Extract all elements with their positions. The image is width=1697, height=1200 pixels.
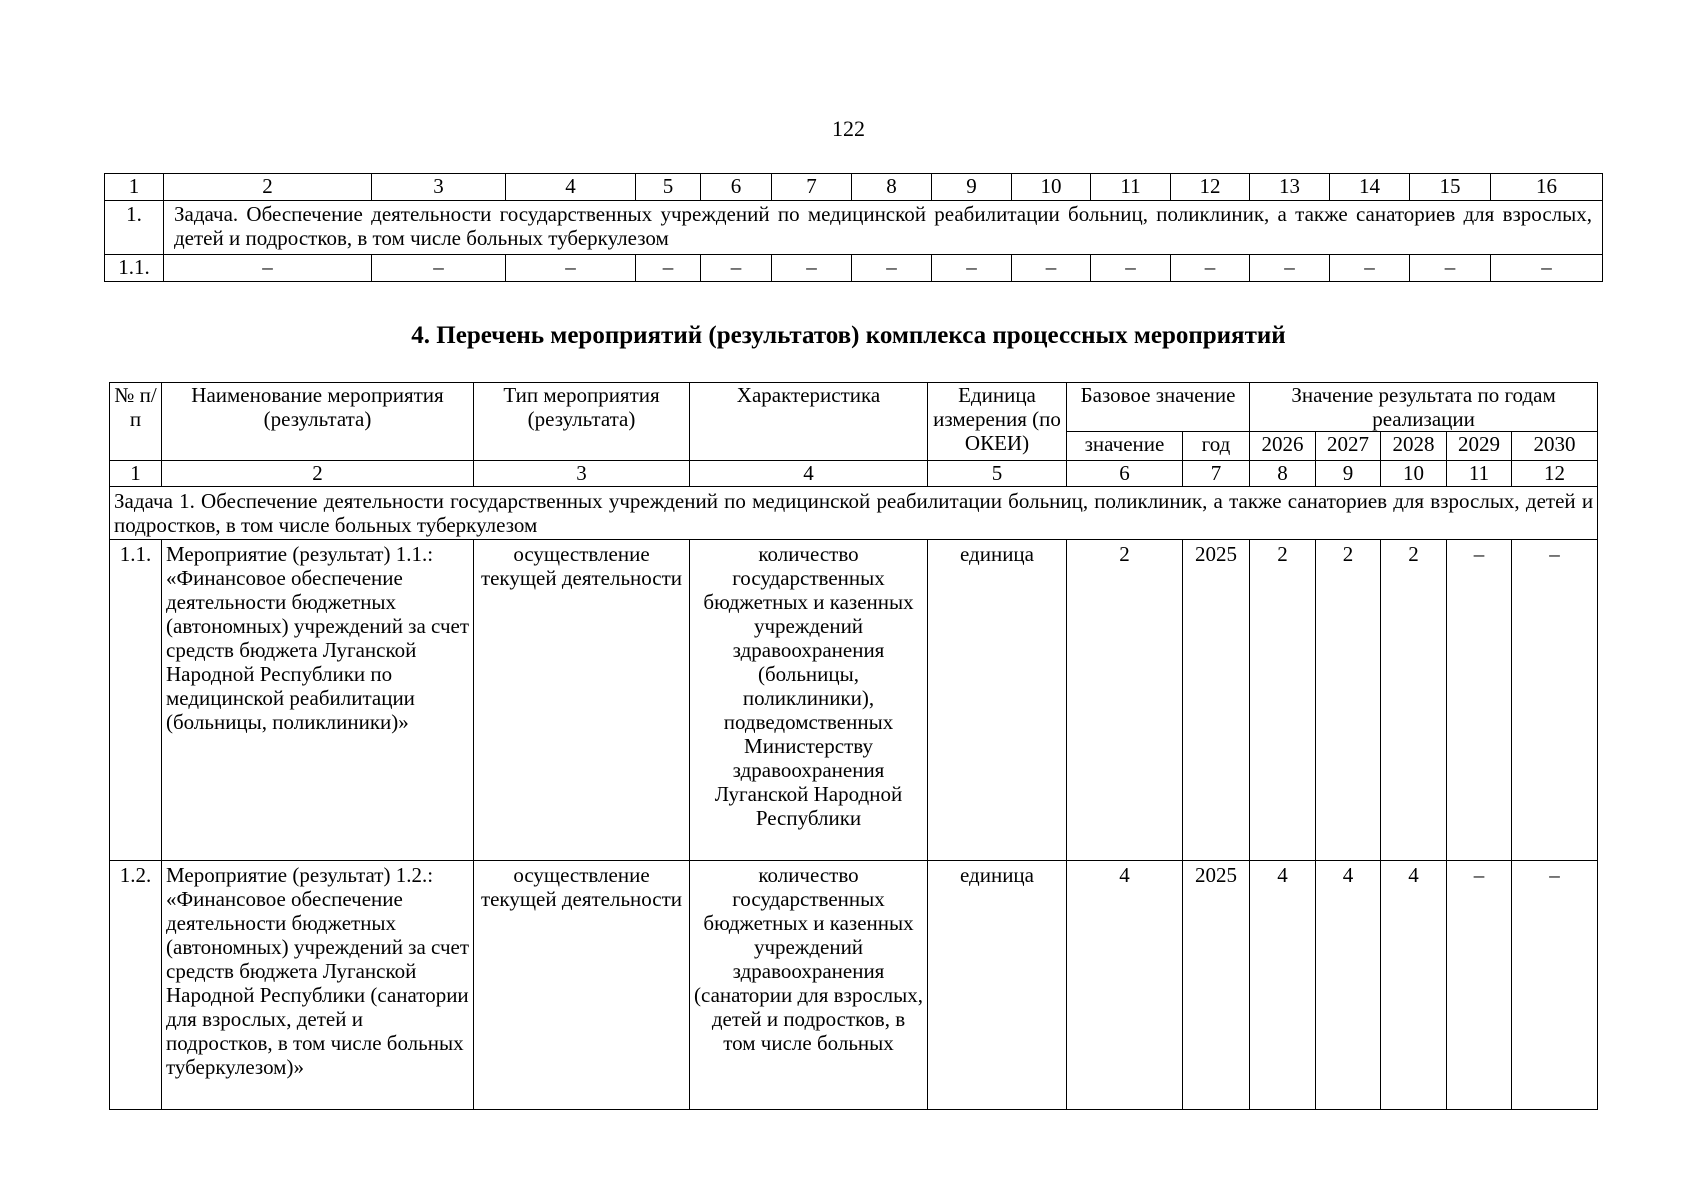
table1-col-number: 4 bbox=[506, 174, 636, 201]
year-value: 2 bbox=[1250, 540, 1316, 861]
table1-col-number: 13 bbox=[1250, 174, 1330, 201]
base-value: 4 bbox=[1067, 861, 1183, 1110]
year-value: – bbox=[1512, 861, 1598, 1110]
table-row bbox=[110, 540, 1598, 861]
table2-task-row bbox=[110, 487, 1598, 540]
base-year: 2025 bbox=[1183, 861, 1250, 1110]
table1-header-row bbox=[105, 174, 1603, 201]
table1-cell: – bbox=[1250, 255, 1330, 282]
header-number: № п/п bbox=[110, 383, 162, 461]
table1-cell: – bbox=[164, 255, 372, 282]
table1-cell: – bbox=[1491, 255, 1603, 282]
table1-col-number: 8 bbox=[852, 174, 932, 201]
table1-cell: – bbox=[1091, 255, 1171, 282]
year-value: – bbox=[1512, 540, 1598, 861]
table1-col-number: 5 bbox=[636, 174, 701, 201]
table1-task-number: 1. bbox=[105, 201, 164, 255]
table1-cell: – bbox=[932, 255, 1012, 282]
activity-characteristic: количество государственных бюджетных и казенных учреждений здравоохранения (санатории для взрослых, детей и подростков, в том числе больных bbox=[690, 861, 928, 1110]
table1-cell: – bbox=[506, 255, 636, 282]
table1-row bbox=[105, 255, 1603, 282]
column-number: 10 bbox=[1381, 461, 1447, 487]
activity-type: осуществление текущей деятельности bbox=[474, 540, 690, 861]
year-value: – bbox=[1447, 861, 1512, 1110]
row-number: 1.1. bbox=[110, 540, 162, 861]
table1-col-number: 3 bbox=[372, 174, 506, 201]
column-number: 3 bbox=[474, 461, 690, 487]
activity-characteristic: количество государственных бюджетных и казенных учреждений здравоохранения (больницы, поликлиники), подведомственных Министерству здравоохранения Луганской Народной Республики bbox=[690, 540, 928, 861]
page-number: 122 bbox=[832, 116, 865, 141]
column-number: 6 bbox=[1067, 461, 1183, 487]
header-base-year: год bbox=[1183, 432, 1250, 461]
table1-col-number: 12 bbox=[1171, 174, 1250, 201]
header-year: 2030 bbox=[1512, 432, 1598, 461]
section-title: 4. Перечень мероприятий (результатов) комплекса процессных мероприятий bbox=[411, 322, 1286, 349]
activity-name: Мероприятие (результат) 1.1.: «Финансовое обеспечение деятельности бюджетных (автономных) учреждений за счет средств бюджета Луганской Народной Республики по медицинской реабилитации (больницы, поликлиники)» bbox=[162, 540, 474, 861]
column-number: 8 bbox=[1250, 461, 1316, 487]
table1-task-row bbox=[105, 201, 1603, 255]
header-characteristic: Характеристика bbox=[690, 383, 928, 461]
year-value: 4 bbox=[1381, 861, 1447, 1110]
column-number: 4 bbox=[690, 461, 928, 487]
table1-cell: – bbox=[1410, 255, 1491, 282]
table1-col-number: 9 bbox=[932, 174, 1012, 201]
year-value: 4 bbox=[1250, 861, 1316, 1110]
header-base: Базовое значение bbox=[1067, 383, 1250, 432]
column-number: 7 bbox=[1183, 461, 1250, 487]
table-row bbox=[110, 861, 1598, 1110]
column-number: 12 bbox=[1512, 461, 1598, 487]
activity-name: Мероприятие (результат) 1.2.: «Финансовое обеспечение деятельности бюджетных (автономных) учреждений за счет средств бюджета Луганской Народной Республики (санатории для взрослых, детей и подростков, в том числе больных туберкулезом)» bbox=[162, 861, 474, 1110]
task-text: Задача 1. Обеспечение деятельности государственных учреждений по медицинской реабилитации больниц, поликлиник, а также санаториев для взрослых, детей и подростков, в том числе больных туберкулезом bbox=[110, 487, 1598, 540]
table1-cell: – bbox=[1012, 255, 1091, 282]
activity-type: осуществление текущей деятельности bbox=[474, 861, 690, 1110]
table1-cell: – bbox=[636, 255, 701, 282]
header-year: 2027 bbox=[1316, 432, 1381, 461]
table2-column-numbers-row bbox=[110, 461, 1598, 487]
table1-col-number: 11 bbox=[1091, 174, 1171, 201]
table1-cell: – bbox=[772, 255, 852, 282]
column-number: 1 bbox=[110, 461, 162, 487]
header-year: 2029 bbox=[1447, 432, 1512, 461]
table1-col-number: 16 bbox=[1491, 174, 1603, 201]
header-year: 2026 bbox=[1250, 432, 1316, 461]
table1-cell: – bbox=[701, 255, 772, 282]
column-number: 11 bbox=[1447, 461, 1512, 487]
table1-task-text: Задача. Обеспечение деятельности государственных учреждений по медицинской реабилитации больниц, поликлиник, а также санаториев для взрослых, детей и подростков, в том числе больных туберкулезом bbox=[164, 201, 1603, 255]
header-result: Значение результата по годам реализации bbox=[1250, 383, 1598, 432]
year-value: 4 bbox=[1316, 861, 1381, 1110]
table-activities bbox=[109, 382, 1598, 1110]
table-tasks-continuation bbox=[104, 173, 1603, 282]
table1-cell: – bbox=[852, 255, 932, 282]
table1-cell: – bbox=[1171, 255, 1250, 282]
table1-row-number: 1.1. bbox=[105, 255, 164, 282]
column-number: 5 bbox=[928, 461, 1067, 487]
year-value: 2 bbox=[1381, 540, 1447, 861]
base-year: 2025 bbox=[1183, 540, 1250, 861]
base-value: 2 bbox=[1067, 540, 1183, 861]
header-unit: Единица измерения (по ОКЕИ) bbox=[928, 383, 1067, 461]
table1-cell: – bbox=[1330, 255, 1410, 282]
header-base-value: значение bbox=[1067, 432, 1183, 461]
activity-unit: единица bbox=[928, 540, 1067, 861]
table1-col-number: 14 bbox=[1330, 174, 1410, 201]
activity-unit: единица bbox=[928, 861, 1067, 1110]
table1-cell: – bbox=[372, 255, 506, 282]
table1-col-number: 1 bbox=[105, 174, 164, 201]
table1-col-number: 10 bbox=[1012, 174, 1091, 201]
table1-col-number: 2 bbox=[164, 174, 372, 201]
column-number: 2 bbox=[162, 461, 474, 487]
header-year: 2028 bbox=[1381, 432, 1447, 461]
table1-col-number: 15 bbox=[1410, 174, 1491, 201]
header-type: Тип мероприятия (результата) bbox=[474, 383, 690, 461]
header-name: Наименование мероприятия (результата) bbox=[162, 383, 474, 461]
column-number: 9 bbox=[1316, 461, 1381, 487]
table1-col-number: 7 bbox=[772, 174, 852, 201]
table1-col-number: 6 bbox=[701, 174, 772, 201]
table2-header-row bbox=[110, 383, 1598, 432]
year-value: 2 bbox=[1316, 540, 1381, 861]
year-value: – bbox=[1447, 540, 1512, 861]
row-number: 1.2. bbox=[110, 861, 162, 1110]
